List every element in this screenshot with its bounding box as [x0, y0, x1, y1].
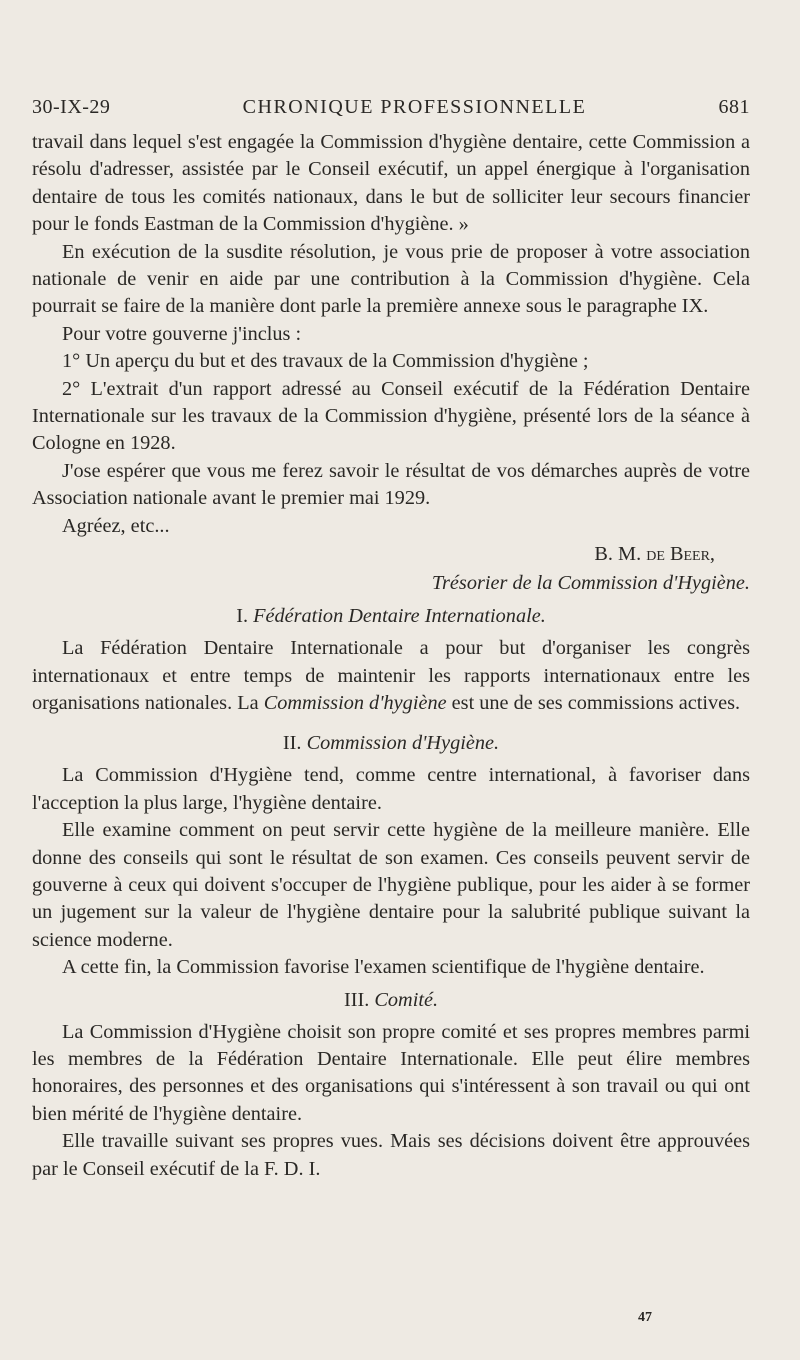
letter-enclosure-1: 1° Un aperçu du but et des travaux de la Commission d'hygiène ; [62, 350, 589, 373]
letter-paragraph-3: Pour votre gouverne j'inclus : [62, 322, 302, 345]
section-1-text-after: est une de ses commissions actives. [446, 691, 741, 714]
header-date: 30-IX-29 [32, 96, 111, 118]
letter-paragraph-closing: J'ose espérer que vous me ferez savoir le résultat de vos démarches auprès de votre Association nationale avant le premier mai 1929. [32, 459, 750, 510]
section-3-text [32, 1019, 750, 1183]
signature-title: Trésorier de la Commission d'Hygiène. [431, 572, 750, 595]
section-1-number: I. [236, 605, 249, 628]
signature-initials: B. M. [594, 543, 647, 566]
signature-name [32, 540, 750, 569]
section-2-text [32, 762, 750, 981]
section-2-paragraph-3: A cette fin, la Commission favorise l'examen scientifique de l'hygiène dentaire. [62, 956, 705, 979]
signature-surname: de Beer, [646, 543, 715, 566]
header-title: CHRONIQUE PROFESSIONNELLE [242, 96, 587, 118]
section-2-paragraph-2: Elle examine comment on peut servir cette hygiène de la meilleure manière. Elle donne des conseils qui sont le résultat de son examen. Ces conseils peuvent servir de gouverne à ceux qui doivent s'occuper de l'hygiène publique, pour les aider à se former un jugement sur la valeur de l'hygiène dentaire pour la salubrité publique suivant la science moderne. [32, 819, 750, 951]
section-3-title: Comité. [374, 988, 439, 1011]
section-2-paragraph-1: La Commission d'Hygiène tend, comme centre international, à favoriser dans l'acception la plus large, l'hygiène dentaire. [32, 764, 750, 814]
letter-paragraph-2: En exécution de la susdite résolution, je vous prie de proposer à votre association nationale de venir en aide par une contribution à la Commission d'hygiène. Cela pourrait se faire de la manière dont parle la première annexe sous le paragraphe IX. [32, 240, 750, 318]
section-1-paragraph [32, 635, 750, 717]
section-3-heading [32, 986, 750, 1015]
section-2-heading [32, 729, 750, 758]
page-number: 681 [718, 96, 750, 118]
section-3-number: III. [343, 988, 370, 1011]
letter-salutation: Agréez, etc... [62, 514, 170, 537]
section-1-title: Fédération Dentaire Internationale. [253, 605, 546, 628]
section-2-number: II. [282, 732, 302, 755]
page [32, 96, 750, 1183]
section-1-text-before: La Fédération Dentaire Internationale a pour but d'organiser les congrès internationaux et entre temps de maintenir les rapports internationaux entre les organisations nationales. La [32, 637, 750, 714]
section-3-paragraph-1: La Commission d'Hygiène choisit son propre comité et ses propres membres parmi les membres de la Fédération Dentaire Internationale. Elle peut élire membres honoraires, des personnes et des organisations qui s'intéressent à son travail ou qui ont bien mérité de l'hygiène dentaire. [32, 1020, 750, 1125]
section-3-paragraph-2: Elle travaille suivant ses propres vues. Mais ses décisions doivent être approuvées par le Conseil exécutif de la F. D. I. [32, 1130, 750, 1180]
section-1-heading [32, 602, 750, 631]
folio-number: 47 [638, 1310, 652, 1325]
letter-enclosure-2: 2° L'extrait d'un rapport adressé au Conseil exécutif de la Fédération Dentaire Internationale sur les travaux de la Commission d'hygiène, présenté lors de la séance à Cologne en 1928. [32, 377, 750, 455]
body-text [32, 129, 750, 540]
section-2-title: Commission d'Hygiène. [306, 732, 500, 755]
letter-paragraph-1: travail dans lequel s'est engagée la Commission d'hygiène dentaire, cette Commission a résolu d'adresser, assistée par le Conseil exécutif, un appel énergique à l'organisation dentaire de tous les comités nationaux, dans le but de solliciter leur secours financier pour le fonds Eastman de la Commission d'hygiène. » [32, 131, 750, 236]
section-1-text-italic: Commission d'hygiène [263, 691, 447, 714]
section-1-text [32, 635, 750, 717]
running-head [32, 96, 750, 119]
